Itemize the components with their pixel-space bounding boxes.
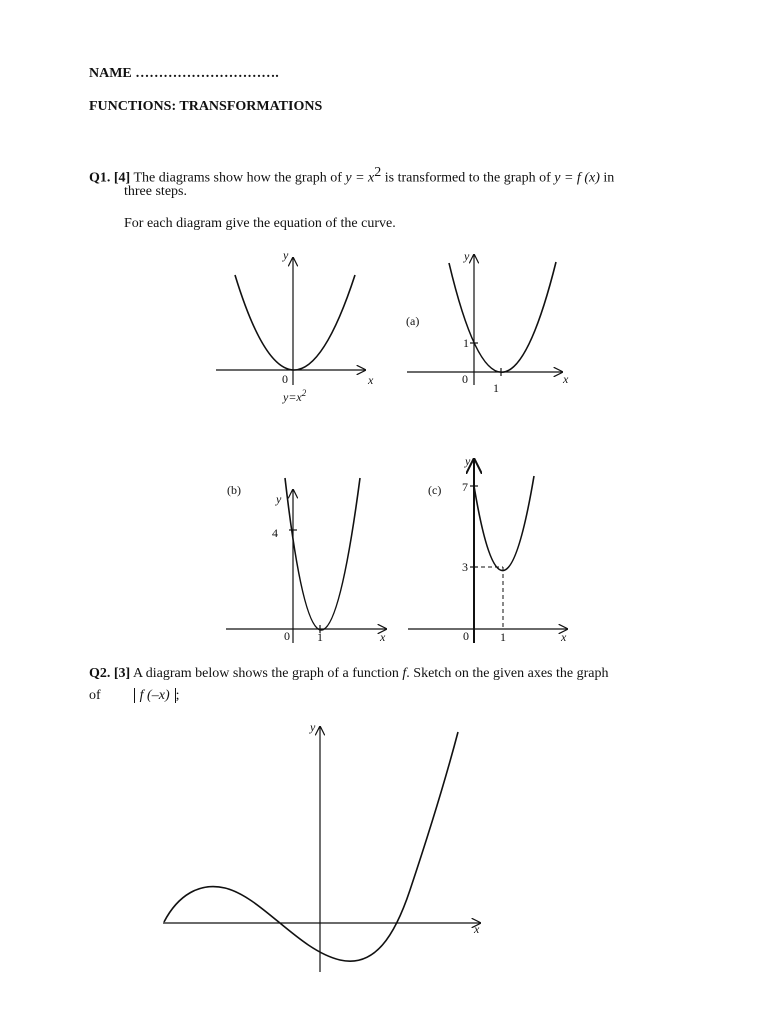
q1-text-c: in	[603, 170, 615, 186]
diagram-c	[408, 454, 567, 644]
q2-graph	[163, 720, 480, 972]
q2-x-label: x	[474, 922, 480, 936]
b-origin: 0	[284, 629, 290, 643]
a-x-label: x	[563, 372, 569, 386]
a-y-label: y	[464, 249, 470, 263]
c-ytick-top-label: 7	[462, 480, 468, 494]
b-ytick-label: 4	[272, 526, 278, 540]
q2-of: of	[89, 688, 101, 703]
q2-func: f	[402, 666, 407, 681]
q2-y-label: y	[310, 720, 316, 734]
b-xtick-label: 1	[317, 630, 323, 644]
q2-suffix: ;	[175, 688, 180, 703]
diagram-base	[216, 248, 374, 404]
q1-text-a: The diagrams show how the graph of	[133, 170, 342, 186]
q2-function-curve	[164, 732, 458, 961]
b-parabola	[285, 478, 360, 630]
base-caption-text: y=x	[283, 390, 302, 404]
q1-marks: [4]	[113, 170, 131, 186]
page-title: FUNCTIONS: TRANSFORMATIONS	[89, 99, 323, 114]
c-parabola	[474, 476, 534, 571]
c-x-label: x	[561, 630, 567, 644]
q2-text-a: A diagram below shows the graph of a function	[132, 666, 399, 681]
diagram-a	[406, 249, 569, 395]
a-parabola	[449, 262, 556, 372]
diagram-b	[226, 478, 386, 644]
q1-line2: three steps.	[124, 184, 187, 199]
a-ytick-label: 1	[463, 336, 469, 350]
base-parabola	[235, 275, 355, 370]
q2-number: Q2.	[89, 666, 111, 681]
b-x-label: x	[380, 630, 386, 644]
b-y-label: y	[276, 492, 282, 506]
base-caption	[282, 388, 307, 404]
c-xtick-label: 1	[500, 630, 506, 644]
name-label: NAME	[89, 66, 132, 81]
a-xtick-label: 1	[493, 381, 499, 395]
q1-eq-start-exp: 2	[374, 165, 382, 180]
a-origin: 0	[462, 372, 468, 386]
base-y-label: y	[283, 248, 289, 262]
q1-text-b: is transformed to the graph of	[384, 170, 551, 186]
c-origin: 0	[463, 629, 469, 643]
q1-instruction: For each diagram give the equation of the curve.	[124, 216, 396, 231]
c-label: (c)	[428, 483, 442, 497]
base-caption-exp: 2	[301, 388, 307, 398]
q2-text-b: . Sketch on the given axes the graph	[406, 666, 609, 681]
name-dots: ………………………….	[135, 66, 279, 81]
q1-eq-end: y = f (x)	[554, 170, 600, 186]
c-y-label: y	[465, 454, 471, 468]
q1-number: Q1.	[89, 170, 111, 186]
q1-eq-start: y = x	[345, 170, 375, 186]
a-label: (a)	[406, 314, 420, 328]
q2-expr: f (–x)	[139, 688, 170, 703]
base-x-label: x	[368, 373, 374, 387]
c-ytick-min-label: 3	[462, 560, 468, 574]
q2-marks: [3]	[113, 666, 131, 681]
b-label: (b)	[227, 483, 241, 497]
base-origin: 0	[282, 372, 288, 386]
